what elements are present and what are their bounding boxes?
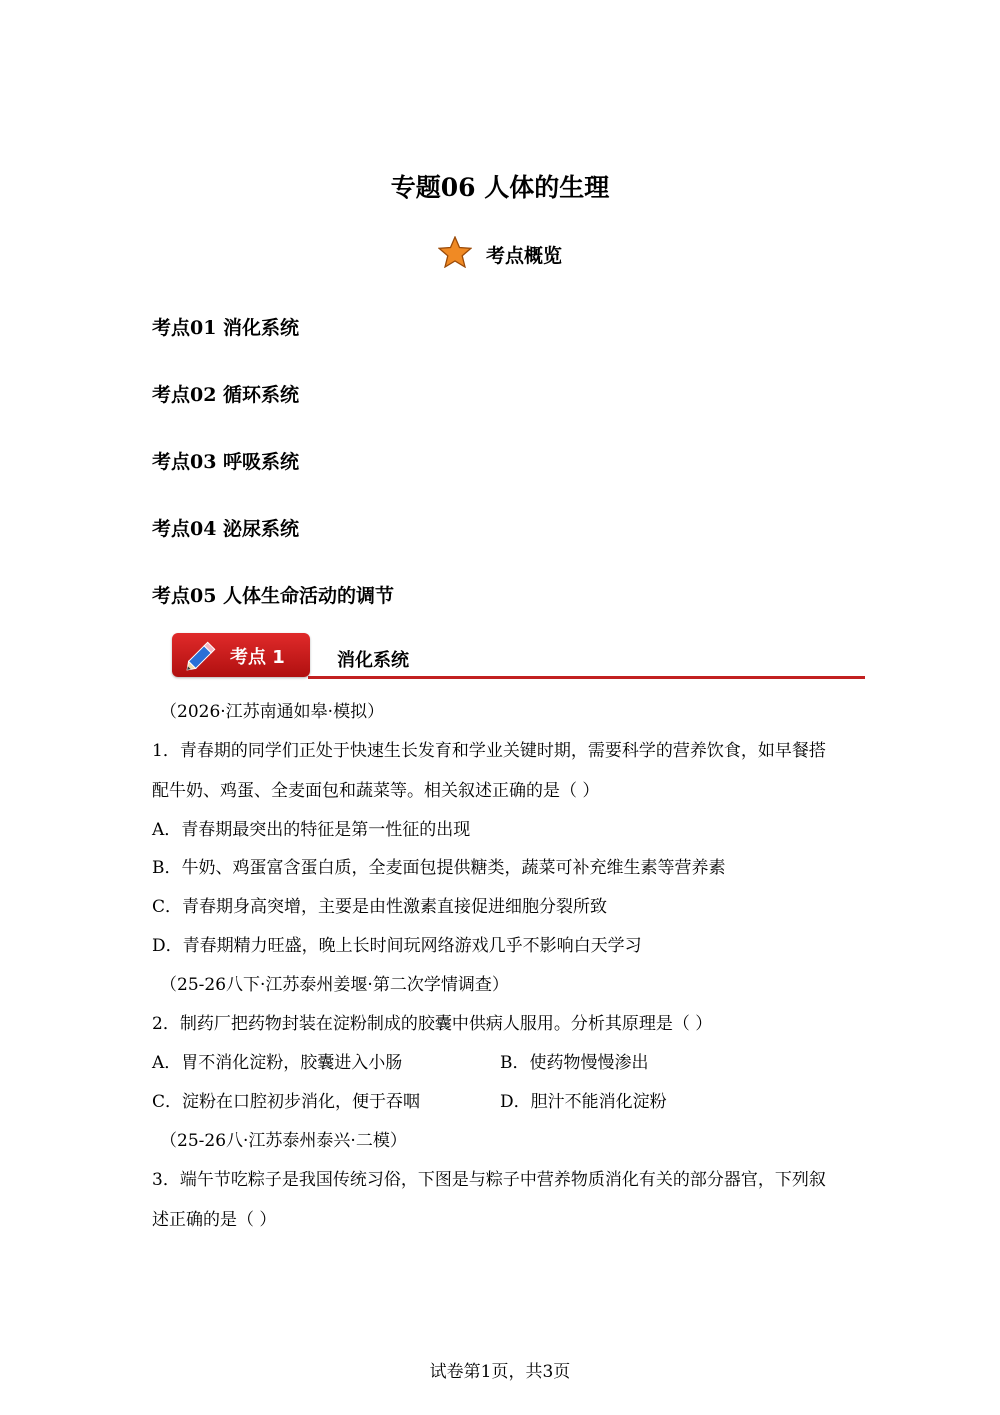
section-banner <box>172 633 865 679</box>
topic-item: 考点01 消化系统 <box>152 317 300 339</box>
question-source: （2026·江苏南通如皋·模拟） <box>160 702 385 722</box>
overview-heading <box>0 236 1000 273</box>
star-icon <box>438 236 472 273</box>
question-source: （25-26八·江苏泰州泰兴·二模） <box>160 1131 407 1151</box>
question-stem: 配牛奶、鸡蛋、全麦面包和蔬菜等。相关叙述正确的是（ ） <box>152 781 600 801</box>
page-title: 专题06 人体的生理 <box>390 173 610 202</box>
topic-item: 考点02 循环系统 <box>152 384 300 406</box>
option-d: D．青春期精力旺盛，晚上长时间玩网络游戏几乎不影响白天学习 <box>152 936 642 956</box>
topic-item: 考点04 泌尿系统 <box>152 518 300 540</box>
option-a: A．胃不消化淀粉，胶囊进入小肠 <box>152 1053 403 1073</box>
option-c: C．青春期身高突增，主要是由性激素直接促进细胞分裂所致 <box>152 897 608 917</box>
option-b: B．使药物慢慢渗出 <box>500 1053 649 1073</box>
section-badge <box>172 633 310 677</box>
section-badge-label: 考点 1 <box>230 647 285 668</box>
question-stem: 2．制药厂把药物封装在淀粉制成的胶囊中供病人服用。分析其原理是（ ） <box>152 1014 713 1034</box>
topic-item: 考点03 呼吸系统 <box>152 451 300 473</box>
question-stem: 3．端午节吃粽子是我国传统习俗，下图是与粽子中营养物质消化有关的部分器官，下列叙 <box>152 1170 826 1190</box>
option-d: D．胆汁不能消化淀粉 <box>500 1092 667 1112</box>
option-a: A．青春期最突出的特征是第一性征的出现 <box>152 820 471 840</box>
option-b: B．牛奶、鸡蛋富含蛋白质，全麦面包提供糖类，蔬菜可补充维生素等营养素 <box>152 858 726 878</box>
topic-item: 考点05 人体生命活动的调节 <box>152 585 395 607</box>
section-title: 消化系统 <box>337 650 409 671</box>
question-stem: 1．青春期的同学们正处于快速生长发育和学业关键时期，需要科学的营养饮食，如早餐搭 <box>152 741 826 761</box>
question-stem: 述正确的是（ ） <box>152 1210 277 1230</box>
page-footer: 试卷第1页，共3页 <box>429 1362 571 1382</box>
section-divider <box>308 676 865 679</box>
pencil-icon <box>184 637 220 678</box>
overview-label: 考点概览 <box>485 245 562 267</box>
question-source: （25-26八下·江苏泰州姜堰·第二次学情调查） <box>160 975 509 995</box>
option-c: C．淀粉在口腔初步消化，便于吞咽 <box>152 1092 421 1112</box>
